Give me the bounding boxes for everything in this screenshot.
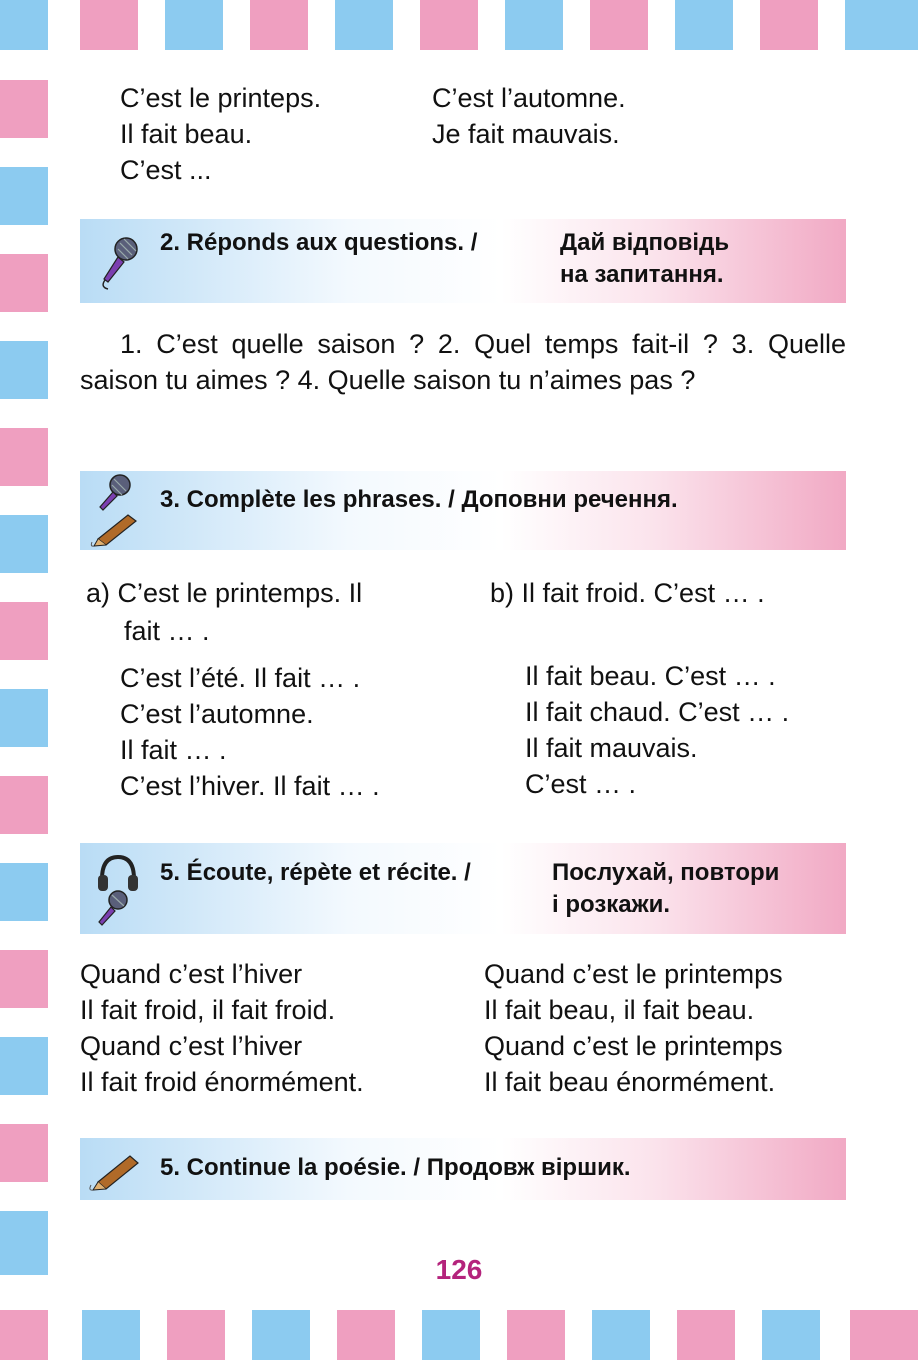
border-square	[0, 341, 48, 399]
poem-left-line: Quand c’est l’hiver	[80, 959, 303, 989]
border-square	[590, 0, 648, 50]
top-left-line: C’est le printeps.	[120, 83, 322, 113]
border-square	[0, 515, 48, 573]
border-square	[0, 950, 48, 1008]
pen-icon	[90, 509, 140, 547]
part-b-line: C’est … .	[525, 769, 637, 799]
part-a-line: C’est l’été. Il fait … .	[120, 663, 361, 693]
border-square	[0, 167, 48, 225]
exercise-5-title-ua-line2: і розкажи.	[552, 891, 671, 918]
border-square	[335, 0, 393, 50]
exercise-5-title-fr: 5. Écoute, répète et récite. /	[160, 859, 471, 886]
border-square	[675, 0, 733, 50]
exercise-2-title-ua-line2: на запитання.	[560, 261, 724, 288]
border-square	[505, 0, 563, 50]
border-square	[165, 0, 223, 50]
border-square	[337, 1310, 395, 1360]
headphones-icon	[96, 853, 140, 893]
border-square	[677, 1310, 735, 1360]
border-square	[80, 0, 138, 50]
top-left-line: Il fait beau.	[120, 119, 253, 149]
part-b-heading: b) Il fait froid. C’est … .	[490, 578, 765, 608]
poem-right-line: Il fait beau, il fait beau.	[484, 995, 755, 1025]
exercise-continue-banner	[80, 1138, 846, 1200]
part-a-line: C’est l’automne.	[120, 699, 314, 729]
poem-left-line: Quand c’est l’hiver	[80, 1031, 303, 1061]
border-square	[422, 1310, 480, 1360]
microphone-icon	[94, 889, 130, 929]
top-right-line: C’est l’automne.	[432, 83, 626, 113]
part-b-line: Il fait mauvais.	[525, 733, 698, 763]
part-a-heading-line2: fait … .	[124, 616, 210, 646]
exercise-5-banner	[80, 843, 846, 934]
border-square	[0, 254, 48, 312]
border-square	[0, 428, 48, 486]
poem-right-line: Quand c’est le printemps	[484, 959, 783, 989]
border-square	[0, 80, 48, 138]
border-square	[0, 0, 48, 50]
part-a-line: Il fait … .	[120, 735, 227, 765]
poem-right-line: Quand c’est le printemps	[484, 1031, 783, 1061]
border-square	[507, 1310, 565, 1360]
border-square	[252, 1310, 310, 1360]
poem-right-line: Il fait beau énormément.	[484, 1067, 776, 1097]
border-square	[592, 1310, 650, 1360]
top-right-line: Je fait mauvais.	[432, 119, 620, 149]
part-b-line: Il fait beau. C’est … .	[525, 661, 776, 691]
exercise-2-title-ua: Дай відповідь	[560, 229, 730, 256]
border-square	[82, 1310, 140, 1360]
exercise-2-banner	[80, 219, 846, 303]
pen-icon	[88, 1148, 144, 1192]
border-square	[420, 0, 478, 50]
exercise-2-title-fr: 2. Réponds aux questions. /	[160, 229, 478, 256]
border-square	[167, 1310, 225, 1360]
part-a-heading: a) C’est le printemps. Il	[86, 578, 363, 608]
exercise-continue-title: 5. Continue la poésie. / Продовж віршик.	[160, 1154, 631, 1181]
exercise-3-title: 3. Complète les phrases. / Доповни речення.	[160, 486, 678, 513]
part-b-line: Il fait chaud. C’est … .	[525, 697, 790, 727]
border-square	[0, 776, 48, 834]
exercise-3-banner	[80, 471, 846, 550]
part-a-line: C’est l’hiver. Il fait … .	[120, 771, 380, 801]
exercise-5-title-ua: Послухай, повтори	[552, 859, 780, 886]
exercise-2-questions: 1. C’est quelle saison ? 2. Quel temps fait-il ? 3. Quelle saison tu aimes ? 4. Quelle saison tu n’aimes pas ?	[80, 329, 846, 395]
border-square	[0, 602, 48, 660]
border-square	[0, 863, 48, 921]
border-square	[0, 1310, 48, 1360]
poem-left-line: Il fait froid énormément.	[80, 1067, 364, 1097]
microphone-icon	[98, 235, 140, 291]
top-left-line: C’est ...	[120, 155, 212, 185]
border-square	[845, 0, 918, 50]
border-square	[762, 1310, 820, 1360]
border-square	[250, 0, 308, 50]
poem-left-line: Il fait froid, il fait froid.	[80, 995, 336, 1025]
border-square	[0, 1124, 48, 1182]
microphone-icon	[94, 473, 134, 513]
border-square	[0, 1037, 48, 1095]
border-square	[850, 1310, 918, 1360]
page-number: 126	[435, 1254, 483, 1285]
border-square	[0, 689, 48, 747]
border-square	[760, 0, 818, 50]
